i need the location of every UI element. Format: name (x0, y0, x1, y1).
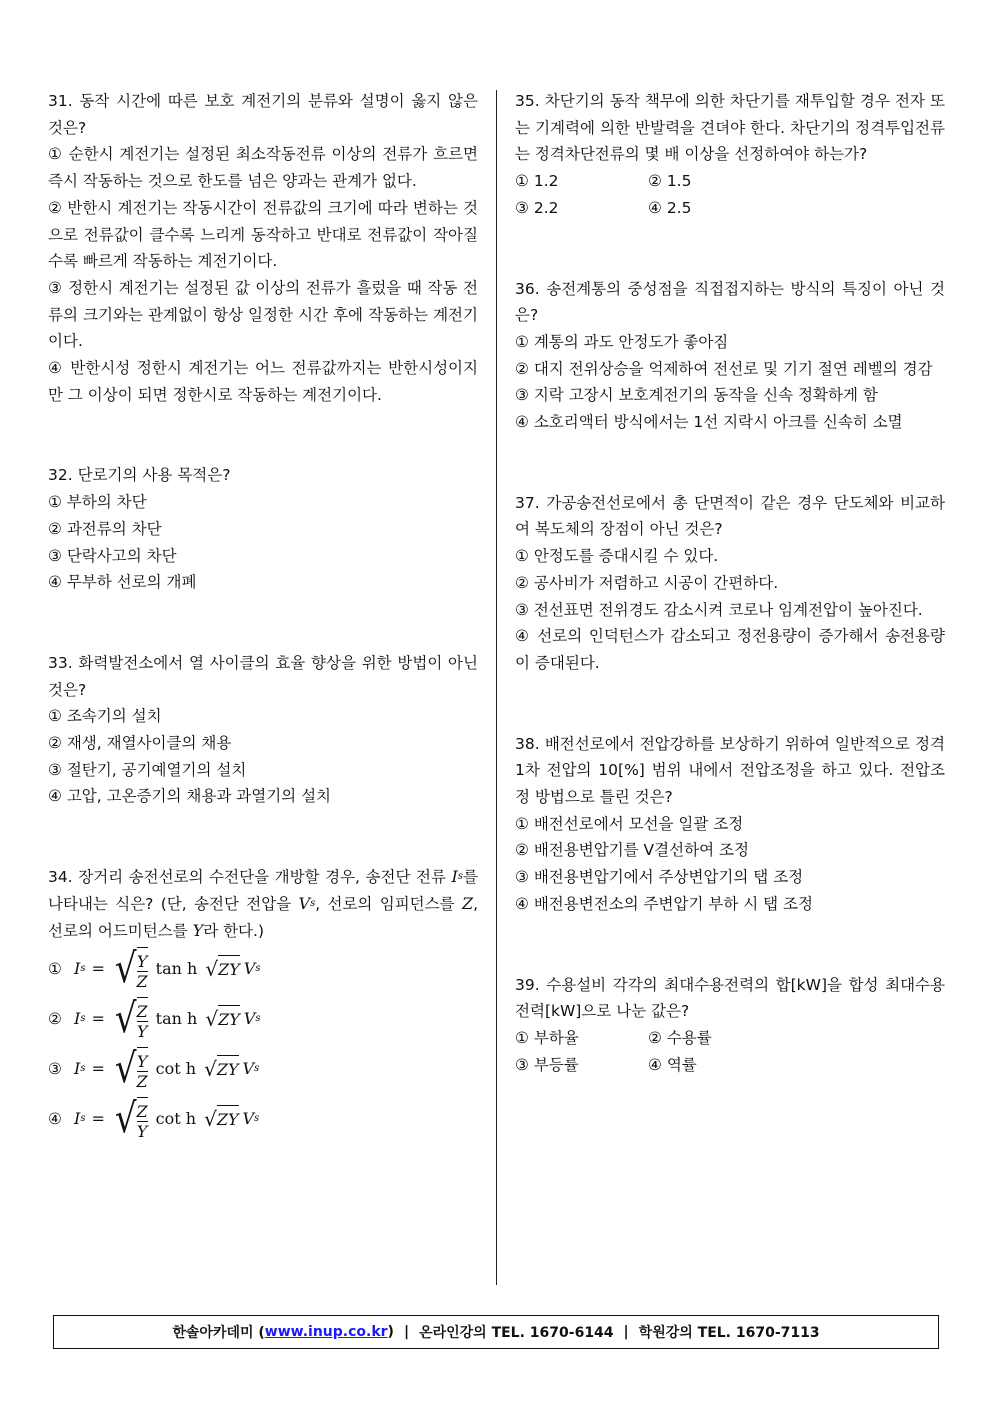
question-38-option-4[interactable]: ④ 배전용변전소의 주변압기 부하 시 탭 조정 (515, 894, 813, 913)
question-36-option-3[interactable]: ③ 지락 고장시 보호계전기의 동작을 신속 정확하게 함 (515, 386, 878, 405)
question-33-option-1[interactable]: ① 조속기의 설치 (48, 707, 162, 726)
question-34-option-1[interactable]: ① I s = √ $\frac{Y}{Z}$ tan h √ ZY V s (48, 945, 261, 994)
question-36-stem: 36. 송전계통의 중성점을 직접접지하는 방식의 특징이 아닌 것은? (515, 279, 945, 325)
formula: I s = √ $\frac{Y}{Z}$ tan h √ ZY V s (74, 945, 261, 994)
question-36-option-2[interactable]: ② 대지 전위상승을 억제하여 전선로 및 기기 절연 레벨의 경감 (515, 359, 933, 378)
question-37-option-1[interactable]: ① 안정도를 증대시킬 수 있다. (515, 547, 719, 566)
question-35-option-3[interactable]: ③ 2.2 (515, 198, 559, 217)
question-32-stem: 32. 단로기의 사용 목적은? (48, 466, 231, 485)
question-33 (48, 650, 478, 810)
question-37-option-4[interactable]: ④ 선로의 인덕턴스가 감소되고 정전용량이 증가해서 송전용량이 증대된다. (515, 627, 945, 672)
question-33-option-2[interactable]: ② 재생, 재열사이클의 채용 (48, 734, 232, 753)
footer-separator: | (403, 1324, 410, 1340)
question-33-option-3[interactable]: ③ 절탄기, 공기예열기의 설치 (48, 760, 247, 779)
question-39-option-4[interactable]: ④ 역률 (648, 1055, 697, 1074)
question-37-option-2[interactable]: ② 공사비가 저렴하고 시공이 간편하다. (515, 573, 779, 592)
footer-online-tel: 온라인강의 TEL. 1670-6144 (419, 1325, 614, 1341)
question-38 (515, 731, 945, 918)
footer-separator: | (623, 1324, 629, 1340)
question-32 (48, 462, 478, 596)
question-36 (515, 276, 945, 436)
question-39-stem: 39. 수용설비 각각의 최대수용전력의 합[kW]을 합성 최대수용전력[kW]으로 나눈 값은? (515, 975, 945, 1021)
question-38-option-1[interactable]: ① 배전선로에서 모선을 일괄 조정 (515, 814, 744, 833)
question-32-option-1[interactable]: ① 부하의 차단 (48, 493, 147, 512)
question-35 (515, 88, 945, 222)
question-34-option-3[interactable]: ③ I s = √ $\frac{Y}{Z}$ cot h √ ZY V s (48, 1045, 260, 1094)
left-column (48, 88, 478, 1144)
footer-url-link[interactable]: www.inup.co.kr (264, 1324, 388, 1340)
question-31-option-3[interactable]: ③ 정한시 계전기는 설정된 값 이상의 전류가 흘렀을 때 작동 전류의 크기와는 관계없이 항상 일정한 시간 후에 작동하는 계전기이다. (48, 278, 478, 351)
footer: 한솔아카데미 ( www.inup.co.kr ) | 온라인강의 TEL. 1670-6144 | 학원강의 TEL. 1670-7113 (53, 1315, 939, 1349)
footer-name: 한솔아카데미 ( (172, 1325, 265, 1341)
question-38-stem: 38. 배전선로에서 전압강하를 보상하기 위하여 일반적으로 정격 1차 전압의 10[%] 범위 내에서 전압조정을 하고 있다. 전압조정 방법으로 틀린 것은? (515, 734, 945, 807)
question-35-option-2[interactable]: ② 1.5 (648, 172, 692, 191)
question-39-option-2[interactable]: ② 수용률 (648, 1028, 712, 1047)
question-31-stem: 31. 동작 시간에 따른 보호 계전기의 분류와 설명이 옳지 않은 것은? (48, 92, 478, 137)
question-31-option-1[interactable]: ① 순한시 계전기는 설정된 최소작동전류 이상의 전류가 흐르면 즉시 작동하는 것으로 한도를 넘은 양과는 관계가 없다. (48, 145, 478, 191)
question-36-option-4[interactable]: ④ 소호리액터 방식에서는 1선 지락시 아크를 신속히 소멸 (515, 413, 903, 432)
right-column (515, 88, 945, 1078)
question-32-option-4[interactable]: ④ 무부하 선로의 개폐 (48, 573, 197, 592)
question-33-option-4[interactable]: ④ 고압, 고온증기의 채용과 과열기의 설치 (48, 787, 332, 806)
question-38-option-3[interactable]: ③ 배전용변압기에서 주상변압기의 탭 조정 (515, 868, 804, 887)
formula: I s = √ $\frac{Y}{Z}$ cot h √ ZY V s (74, 1045, 260, 1094)
question-38-option-2[interactable]: ② 배전용변압기를 V결선하여 조정 (515, 841, 749, 860)
question-39-option-1[interactable]: ① 부하율 (515, 1028, 579, 1047)
question-34-option-2[interactable]: ② I s = √ $\frac{Z}{Y}$ tan h √ ZY V s (48, 995, 261, 1044)
question-35-option-1[interactable]: ① 1.2 (515, 172, 559, 191)
footer-academy-tel: 학원강의 TEL. 1670-7113 (638, 1325, 820, 1341)
question-34-options (48, 944, 478, 1144)
question-36-option-1[interactable]: ① 계통의 과도 안정도가 좋아짐 (515, 332, 729, 351)
formula: I s = √ $\frac{Z}{Y}$ tan h √ ZY V s (74, 995, 261, 1044)
question-34-option-4[interactable]: ④ I s = √ $\frac{Z}{Y}$ cot h √ ZY V s (48, 1095, 260, 1144)
question-37-option-3[interactable]: ③ 전선표면 전위경도 감소시켜 코로나 임계전압이 높아진다. (515, 600, 923, 619)
question-31-option-2[interactable]: ② 반한시 계전기는 작동시간이 전류값의 크기에 따라 변하는 것으로 전류값이 클수록 느리게 동작하고 반대로 전류값이 작아질수록 빠르게 작동하는 계전기이다. (48, 198, 478, 271)
question-32-option-2[interactable]: ② 과전류의 차단 (48, 519, 162, 538)
question-32-option-3[interactable]: ③ 단락사고의 차단 (48, 546, 177, 565)
formula: I s = √ $\frac{Z}{Y}$ cot h √ ZY V s (74, 1095, 260, 1144)
question-37 (515, 490, 945, 677)
question-31 (48, 88, 478, 408)
question-34 (48, 864, 478, 1144)
question-34-stem: 34. 장거리 송전선로의 수전단을 개방할 경우, 송전단 전류 I s 를 나타내는 식은? (단, 송전단 전압을 V s , 선로의 임피던스를 Z, 선로의 어드미턴스를 Y라 한다.) (48, 867, 478, 940)
question-35-stem: 35. 차단기의 동작 책무에 의한 차단기를 재투입할 경우 전자 또는 기계력에 의한 반발력을 견뎌야 한다. 차단기의 정격투입전류는 정격차단전류의 몇 배 이상을 선정하여야 하는가? (515, 92, 945, 164)
question-39 (515, 972, 945, 1079)
question-33-stem: 33. 화력발전소에서 열 사이클의 효율 향상을 위한 방법이 아닌 것은? (48, 653, 478, 699)
question-39-option-3[interactable]: ③ 부등률 (515, 1055, 579, 1074)
question-35-option-4[interactable]: ④ 2.5 (648, 198, 692, 217)
question-37-stem: 37. 가공송전선로에서 총 단면적이 같은 경우 단도체와 비교하여 복도체의 장점이 아닌 것은? (515, 493, 945, 539)
column-divider (496, 90, 497, 1285)
question-31-option-4[interactable]: ④ 반한시성 정한시 계전기는 어느 전류값까지는 반한시성이지만 그 이상이 되면 정한시로 작동하는 계전기이다. (48, 359, 478, 404)
